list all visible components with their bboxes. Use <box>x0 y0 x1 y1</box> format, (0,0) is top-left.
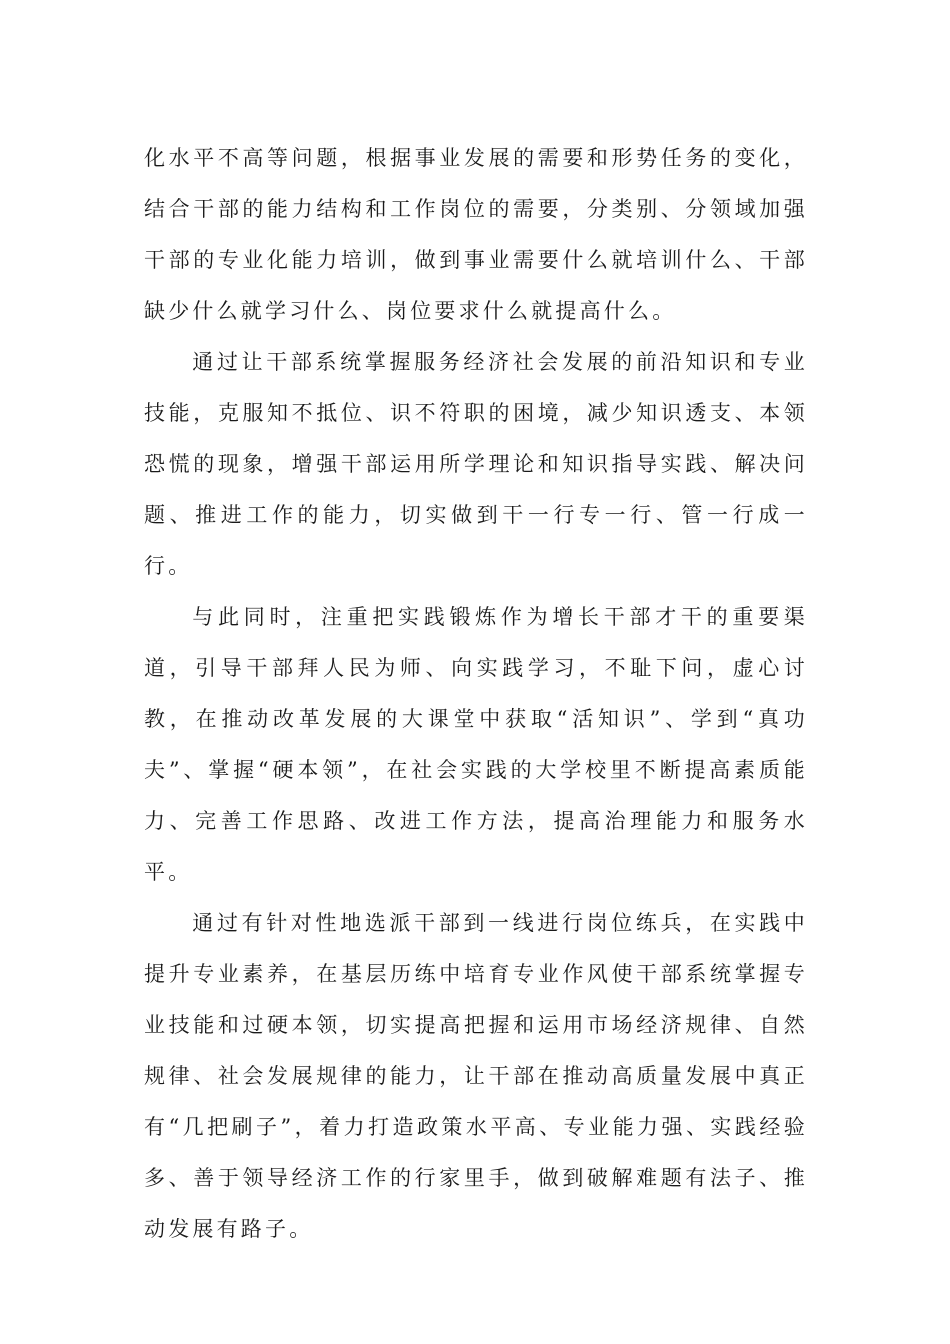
paragraph-2: 通过让干部系统掌握服务经济社会发展的前沿知识和专业技能，克服知不抵位、识不符职的困境，减少知识透支、本领恐慌的现象，增强干部运用所学理论和知识指导实践、解决问题、推进工作的能力，切实做到干一行专一行、管一行成一行。 <box>144 350 808 578</box>
document-body <box>144 133 808 1255</box>
paragraph-4: 通过有针对性地选派干部到一线进行岗位练兵，在实践中提升专业素养，在基层历练中培育专业作风使干部系统掌握专业技能和过硬本领，切实提高把握和运用市场经济规律、自然规律、社会发展规律的能力，让干部在推动高质量发展中真正有“几把刷子”，着力打造政策水平高、专业能力强、实践经验多、善于领导经济工作的行家里手，做到破解难题有法子、推动发展有路子。 <box>144 911 808 1241</box>
paragraph-continuation: 化水平不高等问题，根据事业发展的需要和形势任务的变化，结合干部的能力结构和工作岗位的需要，分类别、分领域加强干部的专业化能力培训，做到事业需要什么就培训什么、干部缺少什么就学习什么、岗位要求什么就提高什么。 <box>144 146 808 323</box>
paragraph-3: 与此同时，注重把实践锻炼作为增长干部才干的重要渠道，引导干部拜人民为师、向实践学习，不耻下问，虚心讨教，在推动改革发展的大课堂中获取“活知识”、学到“真功夫”、掌握“硬本领”，在社会实践的大学校里不断提高素质能力、完善工作思路、改进工作方法，提高治理能力和服务水平。 <box>144 605 808 884</box>
